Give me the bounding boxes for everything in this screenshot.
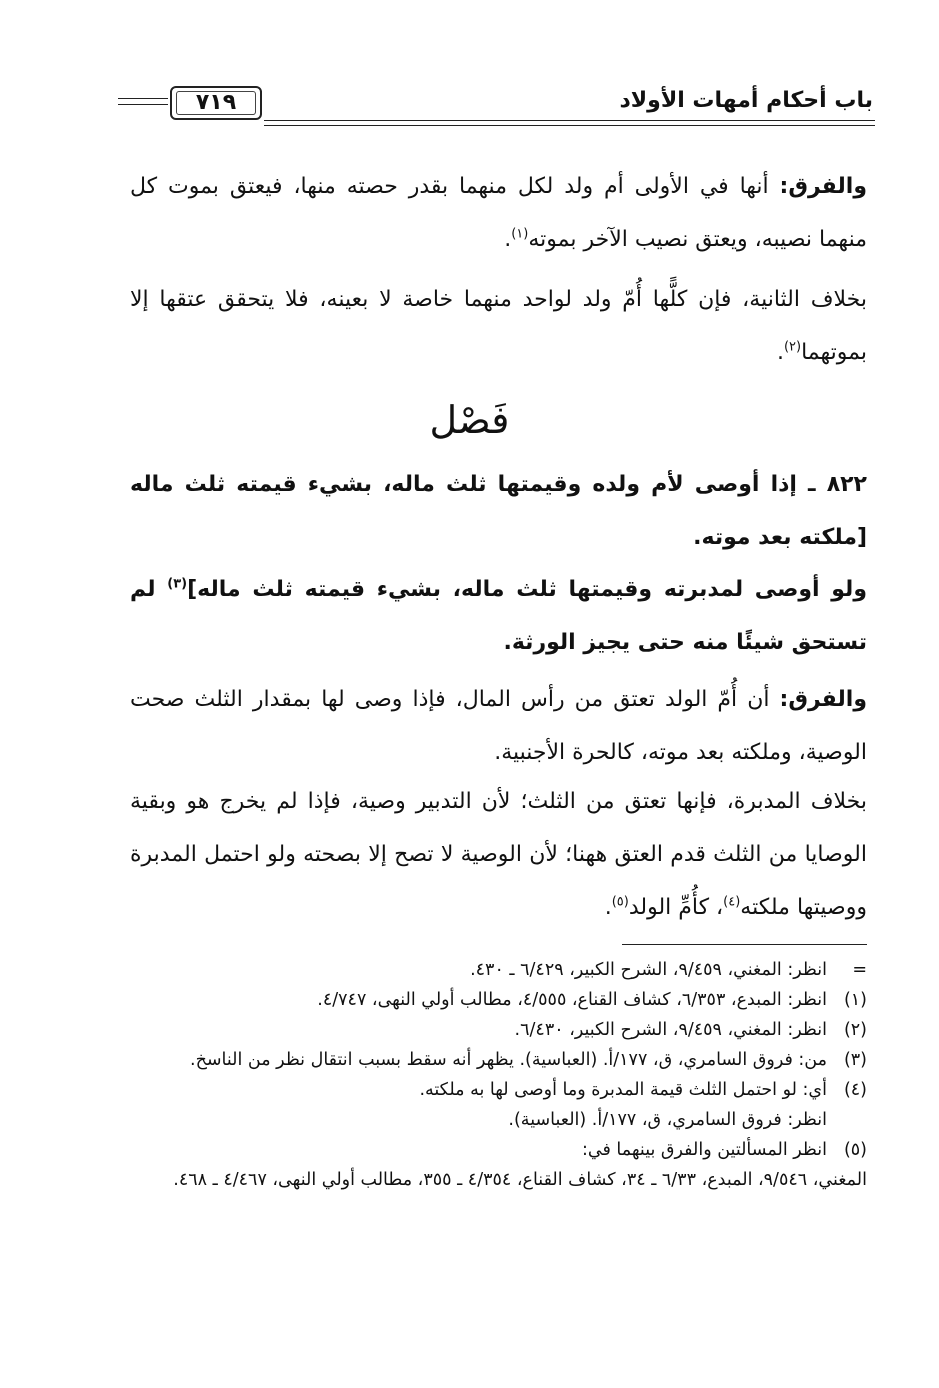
paragraph-lead: والفرق: <box>779 687 867 712</box>
page-number: ٧١٩ <box>170 86 262 120</box>
footnote-number: (٤) <box>843 1080 867 1100</box>
paragraph-end: . <box>604 895 612 920</box>
paragraph-text: أنها في الأولى أم ولد لكل منهما بقدر حصته منها، فيعتق بموت كل منهما نصيبه، ويعتق نصيب الآخر بموته <box>130 174 867 252</box>
header-rule-right-2 <box>264 125 875 126</box>
footnote-text: انظر: المغني، ٩/٤٥٩، الشرح الكبير، ٦/٤٢٩ ـ ٤٣٠. <box>470 960 827 980</box>
page-header <box>118 80 875 140</box>
footnote-text: انظر: المغني، ٩/٤٥٩، الشرح الكبير، ٦/٤٣٠. <box>514 1020 827 1040</box>
paragraph-text: ٨٢٢ ـ إذا أوصى لأم ولده وقيمتها ثلث ماله، بشيء قيمته ثلث ماله [ملكته بعد موته. <box>130 472 867 550</box>
footnote-item <box>122 955 867 985</box>
footnote-text: من: فروق السامري، ق، ١٧٧/أ. (العباسية). يظهر أنه سقط بسبب انتقال نظر من الناسخ. <box>190 1050 827 1070</box>
paragraph-text: بخلاف الثانية، فإن كلًّها أُمّ ولد لواحد منهما خاصة لا بعينه، فلا يتحقق عتقها إلا بموتهما <box>130 287 867 365</box>
paragraph-1 <box>130 160 867 266</box>
paragraph-5 <box>130 673 867 779</box>
paragraph-text: أن أُمّ الولد تعتق من رأس المال، فإذا وصى لها بمقدار الثلث صحت الوصية، وملكته بعد موته، كالحرة الأجنبية. <box>130 687 867 765</box>
footnote-item <box>122 1045 867 1075</box>
paragraph-end: . <box>776 340 784 365</box>
chapter-title: باب أحكام أمهات الأولاد <box>619 88 873 113</box>
section-heading: فَصْل <box>429 398 510 442</box>
footnote-continuation: المغني، ٩/٥٤٦، المبدع، ٦/٣٣ ـ ٣٤، كشاف القناع، ٤/٣٥٤ ـ ٣٥٥، مطالب أولي النهى، ٤/٤٦٧ ـ ٤٦٨. <box>173 1170 867 1190</box>
paragraph-lead: والفرق: <box>779 174 867 199</box>
footnote-ref: (٣) <box>167 576 188 592</box>
footnote-continuation: انظر: فروق السامري، ق، ١٧٧/أ. (العباسية). <box>508 1110 827 1130</box>
footnote-number: (١) <box>843 990 867 1010</box>
footnote-item <box>122 1015 867 1045</box>
paragraph-4 <box>130 563 867 669</box>
header-rule-left <box>118 98 168 99</box>
paragraph-text: ولو أوصى لمدبرته وقيمتها ثلث ماله، بشيء قيمته ثلث ماله] <box>187 577 867 602</box>
footnote-number: (٢) <box>843 1020 867 1040</box>
footnote-ref: (٤) <box>723 894 741 910</box>
footnotes <box>122 955 867 1195</box>
footnote-item <box>122 1135 867 1165</box>
paragraph-end: لم تستحق شيئًا منه حتى يجيز الورثة. <box>130 577 867 655</box>
footnote-number: (٣) <box>843 1050 867 1070</box>
footnote-text: أي: لو احتمل الثلث قيمة المدبرة وما أوصى لها به ملكته. <box>419 1080 827 1100</box>
footnote-ref: (١) <box>511 226 529 242</box>
issue-paragraph <box>130 458 867 564</box>
paragraph-text-mid: ، كأُمِّ الولد <box>628 895 724 920</box>
footnote-ref: (٥) <box>611 894 629 910</box>
paragraph-6 <box>130 775 867 934</box>
footnote-text: انظر المسألتين والفرق بينهما في: <box>582 1140 827 1160</box>
footnote-item <box>122 1075 867 1105</box>
header-rule-right <box>264 120 875 121</box>
footnote-separator <box>622 944 867 945</box>
footnote-number: (٥) <box>843 1140 867 1160</box>
footnote-ref: (٢) <box>783 339 802 355</box>
footnote-text: انظر: المبدع، ٦/٣٥٣، كشاف القناع، ٤/٥٥٥، مطالب أولي النهى، ٤/٧٤٧. <box>317 990 827 1010</box>
footnote-number: = <box>852 960 867 980</box>
paragraph-end: . <box>504 227 512 252</box>
paragraph-text: بخلاف المدبرة، فإنها تعتق من الثلث؛ لأن التدبير وصية، فإذا لم يخرج هو وبقية الوصايا من الثلث قدم العتق ههنا؛ لأن الوصية لا تصح إلا بصحته ولو احتمل المدبرة ووصيتها ملكته <box>130 789 867 920</box>
header-rule-left-2 <box>118 104 168 105</box>
paragraph-2 <box>130 273 867 379</box>
footnote-item <box>122 985 867 1015</box>
